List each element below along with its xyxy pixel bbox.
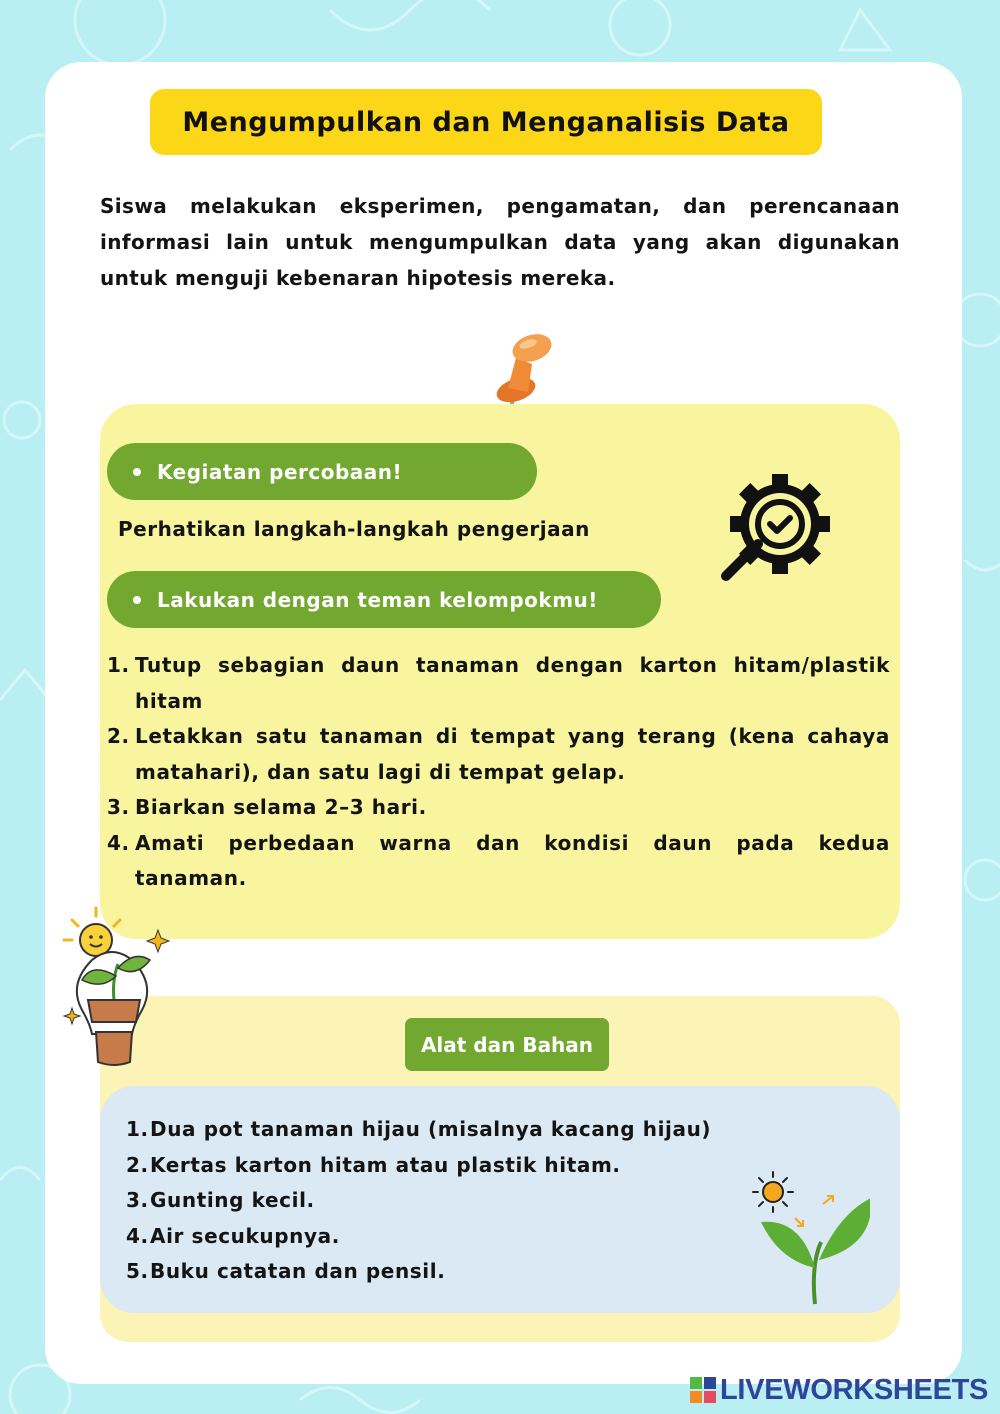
tools-list [126,1112,711,1290]
intro-paragraph: Siswa melakukan eksperimen, pengamatan, dan perencanaan informasi lain untuk mengumpulkan data yang akan digunakan untuk menguji kebenaran hipotesis mereka. [100,194,900,290]
step-text: Tutup sebagian daun tanaman dengan karton hitam/plastik hitam [135,653,890,713]
step-number: 2. [107,724,130,748]
bullet-dot [133,468,141,476]
item-number: 5. [126,1259,149,1283]
tools-label: Alat dan Bahan [405,1018,609,1071]
item-text: Gunting kecil. [150,1188,315,1212]
item-number: 2. [126,1152,149,1177]
brand-footer[interactable] [690,1373,988,1407]
activity-pill-group [107,571,661,628]
page-title: Mengumpulkan dan Menganalisis Data [150,89,822,155]
item-number: 4. [126,1223,149,1248]
list-item [126,1183,711,1219]
steps-list [107,648,890,897]
list-item [126,1254,711,1290]
list-item [126,1219,711,1255]
list-item [107,826,890,897]
step-text: Amati perbedaan warna dan kondisi daun pada kedua tanaman. [135,830,890,890]
bullet-dot [133,596,141,604]
list-item [126,1148,711,1184]
step-number: 1. [107,653,130,677]
item-text: Kertas karton hitam atau plastik hitam. [150,1152,621,1177]
sun-plant-bulb-icon [58,904,178,1074]
brand-name: LIVEWORKSHEETS [720,1373,989,1406]
step-number: 4. [107,830,130,855]
activity-pill-experiment [107,443,537,500]
step-number: 3. [107,795,130,819]
item-text: Dua pot tanaman hijau (misalnya kacang hijau) [150,1117,712,1141]
item-text: Buku catatan dan pensil. [150,1259,446,1283]
gear-magnifier-check-icon [716,474,834,584]
pill-label: Lakukan dengan teman kelompokmu! [157,587,598,612]
list-item [107,790,890,826]
step-text: Letakkan satu tanaman di tempat yang terang (kena cahaya matahari), dan satu lagi di tempat gelap. [135,724,890,784]
list-item [107,719,890,790]
pill-label: Kegiatan percobaan! [157,459,403,484]
list-item [126,1112,711,1148]
item-text: Air secukupnya. [150,1223,340,1248]
item-number: 1. [126,1117,149,1141]
step-text: Biarkan selama 2–3 hari. [135,795,427,819]
item-number: 3. [126,1188,149,1212]
sun-leaves-icon [745,1168,870,1308]
liveworksheets-logo-icon [690,1377,716,1403]
list-item [107,648,890,719]
activity-subtitle: Perhatikan langkah-langkah pengerjaan [118,517,590,541]
